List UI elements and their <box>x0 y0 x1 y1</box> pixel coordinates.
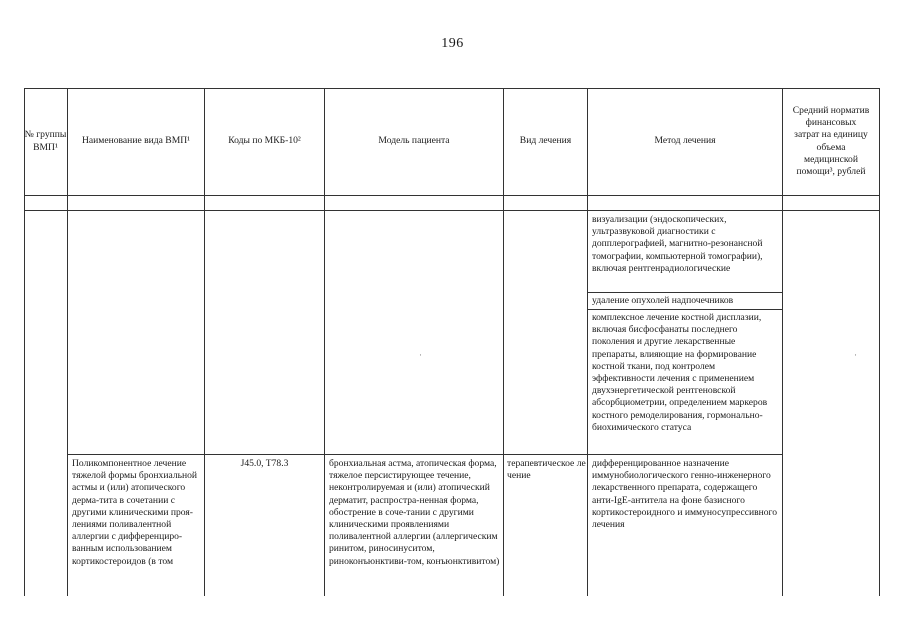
table-border-right <box>879 88 880 596</box>
header-divider <box>24 210 880 211</box>
row-treatment-type: терапевтическое лечение <box>507 458 586 482</box>
header-icd-codes <box>205 88 324 195</box>
header-treatment-method-text: Метод лечения <box>654 135 716 147</box>
row-divider <box>67 454 782 455</box>
header-vmp-name-text: Наименование вида ВМП¹ <box>81 135 191 147</box>
method-divider <box>587 309 782 310</box>
header-group-no-text: № группы ВМП¹ <box>24 129 67 153</box>
header-treatment-method <box>588 88 782 195</box>
method-divider <box>587 292 782 293</box>
header-divider <box>24 195 880 196</box>
scan-speck: · <box>419 350 422 360</box>
row-treatment-method: дифференцированное назначение иммунобиологического генно-инженерного лекарственного препарата, содержащего анти-IgE-антитела на фоне базисного кортикостероидного и иммуносупрессивного лечения <box>592 458 778 531</box>
method-adrenal-tumor-removal: удаление опухолей надпочечников <box>592 295 734 306</box>
row-patient-model: бронхиальная астма, атопическая форма, тяжелое персистирующее течение, неконтролируемая и (или) атопический дерматит, распростра-ненная форма, обострение в соче-тании с другими клиническими проявлениями поливалентной аллергии (аллергическим ринитом, риносинуситом, риноконъюнктиви-том, конъюнктивитом) <box>329 458 500 567</box>
scan-speck: · <box>854 350 857 360</box>
header-group-no <box>24 88 67 195</box>
vmp-table <box>24 88 880 596</box>
header-vmp-name <box>68 88 204 195</box>
header-patient-model-text: Модель пациента <box>378 135 450 147</box>
header-treatment-type-text: Вид лечения <box>519 135 572 147</box>
header-patient-model <box>325 88 503 195</box>
header-avg-cost-text: Средний норматив финансовых затрат на единицу объема медицинской помощи³, рублей <box>792 104 870 177</box>
header-avg-cost <box>792 88 870 195</box>
row-icd-codes: J45.0, T78.3 <box>240 458 289 469</box>
page-number: 196 <box>441 36 464 51</box>
method-visualization: визуализации (эндоскопических, ультразвуковой диагностики с допплерографией, магнитно-резонансной томографии, компьютерной томографии), включая рентгенрадиологические <box>592 214 763 274</box>
column-divider <box>782 88 783 596</box>
header-treatment-type <box>504 88 587 195</box>
method-bone-dysplasia: комплексное лечение костной дисплазии, включая бисфосфанаты последнего поколения и другие лекарственные препараты, влияющие на формирование костной ткани, под контролем эффективности лечения с применением двухэнергетической рентгеновской абсорбциометрии, определением маркеров костного ремоделирования, гормонально-биохимического статуса <box>592 312 768 433</box>
header-icd-codes-text: Коды по МКБ-10² <box>228 135 301 147</box>
row-vmp-name: Поликомпонентное лечение тяжелой формы бронхиальной астмы и (или) атопического дерма-тита в сочетании с другими клиническими проя-лениями поливалентной аллергии с дифференциро-ванным использованием кортикостероидов (в том <box>72 458 198 567</box>
